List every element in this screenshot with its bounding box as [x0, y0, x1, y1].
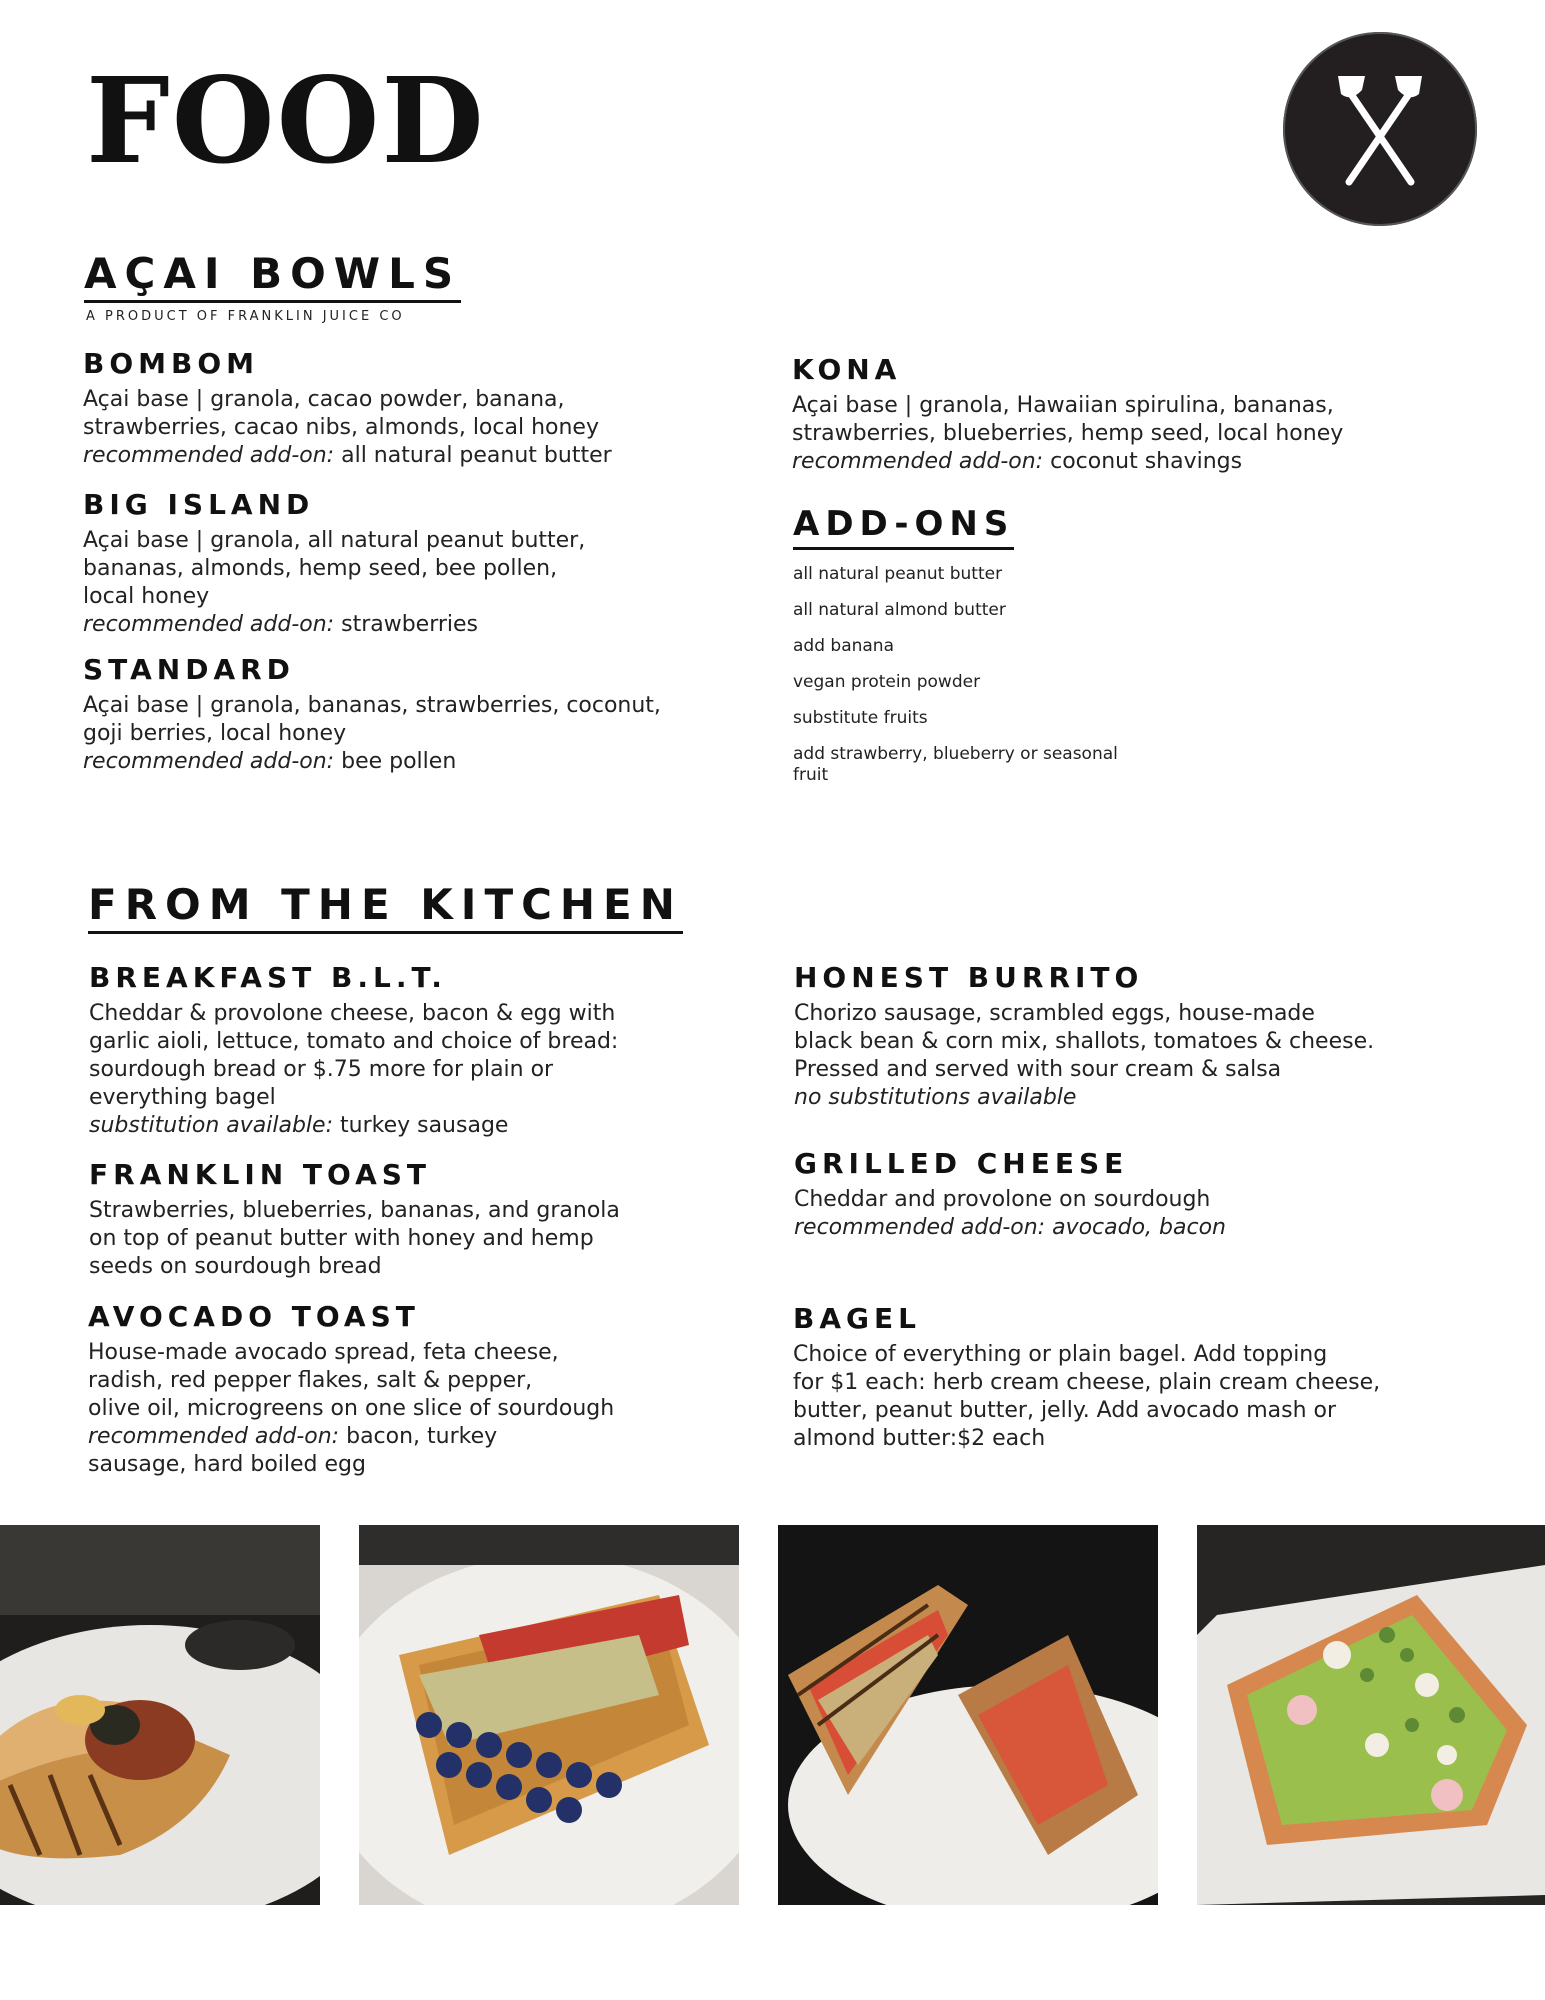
item-description	[83, 527, 703, 639]
grilled-cheese-photo	[778, 1525, 1158, 1905]
menu-item-honest-burrito	[794, 961, 1434, 1112]
item-description	[793, 1341, 1453, 1453]
item-name: BAGEL	[793, 1302, 921, 1335]
item-description	[794, 1000, 1434, 1112]
recommendation: recommended add-on: bacon, turkey	[88, 1424, 498, 1449]
recommendation: recommended add-on: all natural peanut butter	[83, 443, 612, 468]
desc-line: Pressed and served with sour cream & salsa	[794, 1057, 1282, 1082]
item-name: STANDARD	[83, 653, 295, 686]
addon-item: all natural peanut butter	[793, 564, 1003, 584]
avocado-toast-photo	[1197, 1525, 1545, 1905]
item-description	[88, 1339, 728, 1479]
desc-line: on top of peanut butter with honey and hemp	[89, 1226, 594, 1251]
menu-item-kona	[792, 353, 1412, 476]
item-name: BREAKFAST B.L.T.	[89, 961, 447, 994]
logo	[1283, 32, 1477, 226]
desc-line: Cheddar & provolone cheese, bacon & egg with	[89, 1001, 616, 1026]
menu-item-bombom	[83, 347, 703, 470]
desc-line: House-made avocado spread, feta cheese,	[88, 1340, 559, 1365]
item-description	[794, 1186, 1434, 1242]
menu-item-franklin-toast	[89, 1158, 709, 1281]
item-name: BOMBOM	[83, 347, 260, 380]
burrito-photo	[0, 1525, 320, 1905]
item-name: HONEST BURRITO	[794, 961, 1144, 994]
desc-line: strawberries, blueberries, hemp seed, local honey	[792, 421, 1344, 446]
crossed-axes-icon	[1283, 32, 1477, 226]
desc-line: Chorizo sausage, scrambled eggs, house-made	[794, 1001, 1315, 1026]
item-description	[83, 692, 723, 776]
desc-line: Strawberries, blueberries, bananas, and granola	[89, 1198, 620, 1223]
item-description	[89, 1000, 709, 1140]
addon-item: all natural almond butter	[793, 600, 1006, 620]
desc-line: goji berries, local honey	[83, 721, 347, 746]
addons-list	[793, 564, 1123, 801]
desc-line: black bean & corn mix, shallots, tomatoes & cheese.	[794, 1029, 1375, 1054]
desc-line: sausage, hard boiled egg	[88, 1452, 366, 1477]
desc-line: sourdough bread or $.75 more for plain or	[89, 1057, 554, 1082]
recommendation: substitution available: turkey sausage	[89, 1113, 509, 1138]
menu-item-bagel	[793, 1302, 1453, 1453]
item-description	[792, 392, 1412, 476]
item-description	[83, 386, 703, 470]
addons-section-title: ADD-ONS	[793, 507, 1014, 550]
recommendation: recommended add-on: coconut shavings	[792, 449, 1243, 474]
kitchen-section-title: FROM THE KITCHEN	[88, 883, 683, 934]
desc-line: almond butter:$2 each	[793, 1426, 1046, 1451]
acai-section-subtitle: A PRODUCT OF FRANKLIN JUICE CO	[86, 309, 405, 324]
desc-line: for $1 each: herb cream cheese, plain cream cheese,	[793, 1370, 1381, 1395]
item-name: AVOCADO TOAST	[88, 1300, 420, 1333]
desc-line: Açai base | granola, Hawaiian spirulina, bananas,	[792, 393, 1334, 418]
page-title: FOOD	[86, 51, 486, 190]
desc-line: everything bagel	[89, 1085, 276, 1110]
desc-note: recommended add-on: avocado, bacon	[794, 1215, 1226, 1240]
menu-item-standard	[83, 653, 723, 776]
menu-item-grilled-cheese	[794, 1147, 1434, 1242]
addon-item: add strawberry, blueberry or seasonal fruit	[793, 744, 1118, 785]
acai-section-title: AÇAI BOWLS	[84, 252, 461, 303]
desc-line: radish, red pepper flakes, salt & pepper,	[88, 1368, 533, 1393]
desc-line: Açai base | granola, all natural peanut butter,	[83, 528, 586, 553]
addon-item: add banana	[793, 636, 894, 656]
desc-line: Açai base | granola, bananas, strawberries, coconut,	[83, 693, 661, 718]
addon-item: substitute fruits	[793, 708, 928, 728]
recommendation: recommended add-on: strawberries	[83, 612, 479, 637]
menu-item-avocado-toast	[88, 1300, 728, 1479]
desc-line: Cheddar and provolone on sourdough	[794, 1187, 1211, 1212]
desc-note: no substitutions available	[794, 1085, 1077, 1110]
item-name: GRILLED CHEESE	[794, 1147, 1129, 1180]
item-name: FRANKLIN TOAST	[89, 1158, 432, 1191]
desc-line: seeds on sourdough bread	[89, 1254, 382, 1279]
desc-line: garlic aioli, lettuce, tomato and choice of bread:	[89, 1029, 619, 1054]
desc-line: local honey	[83, 584, 210, 609]
item-name: BIG ISLAND	[83, 488, 315, 521]
franklin-toast-photo	[359, 1525, 739, 1905]
item-description	[89, 1197, 709, 1281]
desc-line: strawberries, cacao nibs, almonds, local honey	[83, 415, 599, 440]
desc-line: butter, peanut butter, jelly. Add avocado mash or	[793, 1398, 1337, 1423]
menu-item-big-island	[83, 488, 703, 639]
addon-item: vegan protein powder	[793, 672, 981, 692]
menu-item-breakfast-blt	[89, 961, 709, 1140]
desc-line: Açai base | granola, cacao powder, banana,	[83, 387, 565, 412]
item-name: KONA	[792, 353, 902, 386]
desc-line: Choice of everything or plain bagel. Add topping	[793, 1342, 1328, 1367]
desc-line: olive oil, microgreens on one slice of sourdough	[88, 1396, 615, 1421]
desc-line: bananas, almonds, hemp seed, bee pollen,	[83, 556, 558, 581]
recommendation: recommended add-on: bee pollen	[83, 749, 457, 774]
